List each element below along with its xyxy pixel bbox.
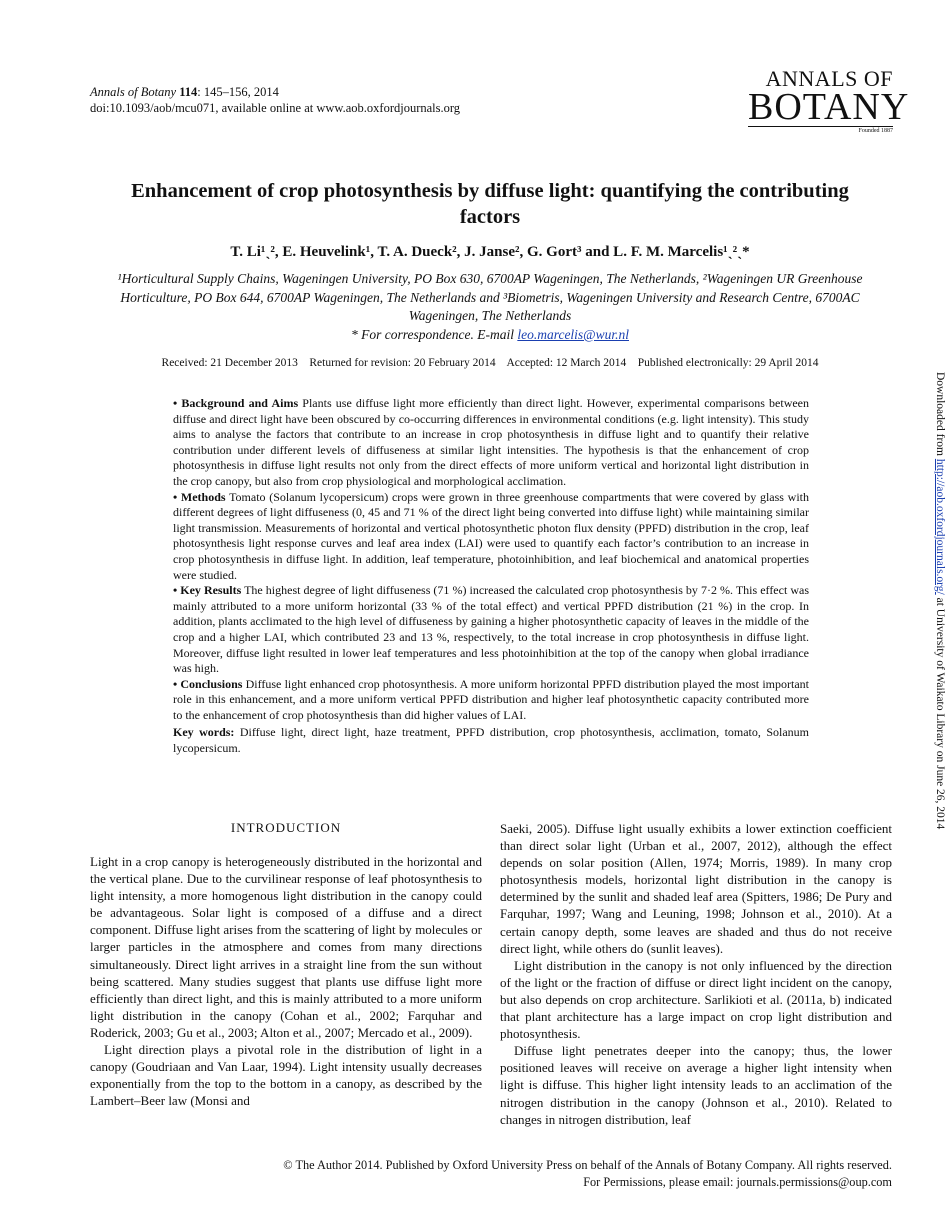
abstract-conclusions: • Conclusions Diffuse light enhanced crop photosynthesis. A more uniform horizontal PPFD distribution played the most important role in this enhancement, and a more uniform vertical PPFD distribution and higher leaf photosynthetic capacity contributed more to the enhancement of crop photosynthesis than did higher values of LAI. <box>173 676 809 722</box>
abstract-results: • Key Results The highest degree of light diffuseness (71 %) increased the calculated crop photosynthesis by 7·2 %. This effect was mainly attributed to a more uniform horizontal (33 % of the total effect) and vertical PPFD distribution (21 %) in the crop. In addition, plants acclimated to the high level of diffuseness by gaining a higher photosynthetic capacity of leaves in the middle of the crop and a higher LAI, which contributed 23 and 13 %, respectively, to the total increase in crop photosynthesis in diffuse light. Moreover, diffuse light resulted in lower leaf temperatures and less photoinhibition at the top of the canopy when global irradiance was high. <box>173 583 809 676</box>
body-column-right <box>500 820 892 1128</box>
copyright-footer: © The Author 2014. Published by Oxford University Press on behalf of the Annals of Botany Company. All rights reserved. For Permissions, please email: journals.permissions@oup.com <box>283 1158 892 1189</box>
paragraph: Light distribution in the canopy is not only influenced by the direction of the light or the fraction of diffuse or direct light incident on the canopy, but also depends on crop architecture. Sarlikioti et al. (2011a, b) indicated that plant architecture has a large impact on crop light distribution and photosynthesis. <box>500 957 892 1042</box>
author-list: T. Li¹ˎ², E. Heuvelink¹, T. A. Dueck², J. Janse², G. Gort³ and L. F. M. Marcelis¹ˎ²ˎ* <box>230 244 750 260</box>
download-link[interactable]: http://aob.oxfordjournals.org/ <box>934 458 946 595</box>
abstract-background: • Background and Aims Plants use diffuse light more efficiently than direct light. However, experimental comparisons between diffuse and direct light have been obscured by co-occurring differences in environmental conditions (e.g. light intensity). This study aims to analyse the factors that contribute to an increase in crop photosynthesis in diffuse light and to quantify their relative contribution under different levels of diffuseness at similar light intensities. The hypothesis is that the enhancement of crop photosynthesis in diffuse light results not only from the direct effects of more uniform vertical and horizontal light distribution in the crop canopy, but also from crop physiological and morphological acclimation. <box>173 396 810 488</box>
paragraph: Saeki, 2005). Diffuse light usually exhibits a lower extinction coefficient than direct solar light (Urban et al., 2007, 2012), although the effect depends on solar position (Allen, 1974; Morris, 1989). In many crop photosynthesis models, horizontal light distribution in the canopy is determined by the sunlit and shaded leaf area (Spitters, 1986; De Pury and Farquhar, 1997; Wang and Leuning, 1998; Johnson et al., 2010). At a certain canopy depth, some leaves are shaded and thus do not receive direct light, while others do (sunlit leaves). <box>500 821 892 956</box>
journal-citation <box>90 84 460 116</box>
journal-logo: ANNALS OF BOTANY Founded 1887 <box>748 66 910 134</box>
abstract <box>173 396 809 723</box>
download-notice: Downloaded from http://aob.oxfordjournals.org/ at University of Waikato Library on June 26, 2014 <box>934 372 946 830</box>
keywords: Key words: Diffuse light, direct light, haze treatment, PPFD distribution, crop photosynthesis, acclimation, tomato, Solanum lycopersicum. <box>173 725 809 755</box>
abstract-methods: • Methods Tomato (Solanum lycopersicum) crops were grown in three greenhouse compartments that were covered by glass with different degrees of light diffuseness (0, 45 and 71 % of the direct light being converted into diffuse light) while maintaining similar light transmission. Measurements of horizontal and vertical photosynthetic photon flux density (PPFD) distribution in the crop, leaf photosynthesis light response curves and leaf area index (LAI) were used to quantify each factor’s contribution to an increase in crop photosynthesis in diffuse light. In addition, leaf temperature, photoinhibition, and leaf biochemical and anatomical properties were studied. <box>173 489 809 582</box>
section-heading-introduction: INTRODUCTION <box>230 820 342 835</box>
paragraph: Light in a crop canopy is heterogeneously distributed in the horizontal and the vertical plane. Due to the curvilinear response of leaf photosynthesis to light intensity, a more homogenous light distribution in the canopy could be advantageous. Solar light is composed of a diffuse and a direct component. Diffuse light arises from the scattering of light by molecules or larger particles in the atmosphere and comes from many directions simultaneously. Direct light arrives in a straight line from the sun without being scattered. Many studies suggest that plants use diffuse light more efficiently than direct light, and this is mainly attributed to a more uniform light distribution in the canopy (Cohan et al., 2002; Farquhar and Roderick, 2003; Gu et al., 2003; Alton et al., 2007; Mercado et al., 2009). <box>90 854 482 1040</box>
journal-citation-line1: Annals of Botany 114: 145–156, 2014 <box>90 85 279 99</box>
doi-line: doi:10.1093/aob/mcu071, available online at www.aob.oxfordjournals.org <box>90 101 461 115</box>
paragraph: Diffuse light penetrates deeper into the canopy; thus, the lower positioned leaves will receive on average a higher light intensity when light is diffuse. This higher light intensity leads to an acclimation of the nitrogen distribution in the canopy (Johnson et al., 2010). Related to changes in nitrogen distribution, leaf <box>500 1043 892 1127</box>
correspondence-line: * For correspondence. E-mail leo.marcelis@wur.nl <box>350 326 629 342</box>
body-column-left <box>90 853 482 1109</box>
article-dates: Received: 21 December 2013 Returned for revision: 20 February 2014 Accepted: 12 March 2014 Published electronically: 29 April 2014 <box>161 357 819 369</box>
article-title: Enhancement of crop photosynthesis by diffuse light: quantifying the contributing factors <box>131 180 849 228</box>
affiliations: ¹Horticultural Supply Chains, Wageningen University, PO Box 630, 6700AP Wageningen, The Netherlands, ²Wageningen UR Greenhouse Horticulture, PO Box 644, 6700AP Wageningen, The Netherlands and ³Biometris, Wageningen University and Research Centre, 6700AC Wageningen, The Netherlands * For correspondence. E-mail leo.marcelis@wur.nl <box>90 270 890 344</box>
paragraph: Light direction plays a pivotal role in the distribution of light in a canopy (Goudriaan and Van Laar, 1994). Light intensity usually decreases exponentially from the top to the bottom in a canopy, as described by the Lambert–Beer law (Monsi and <box>90 1042 482 1109</box>
email-link[interactable]: leo.marcelis@wur.nl <box>517 326 629 342</box>
